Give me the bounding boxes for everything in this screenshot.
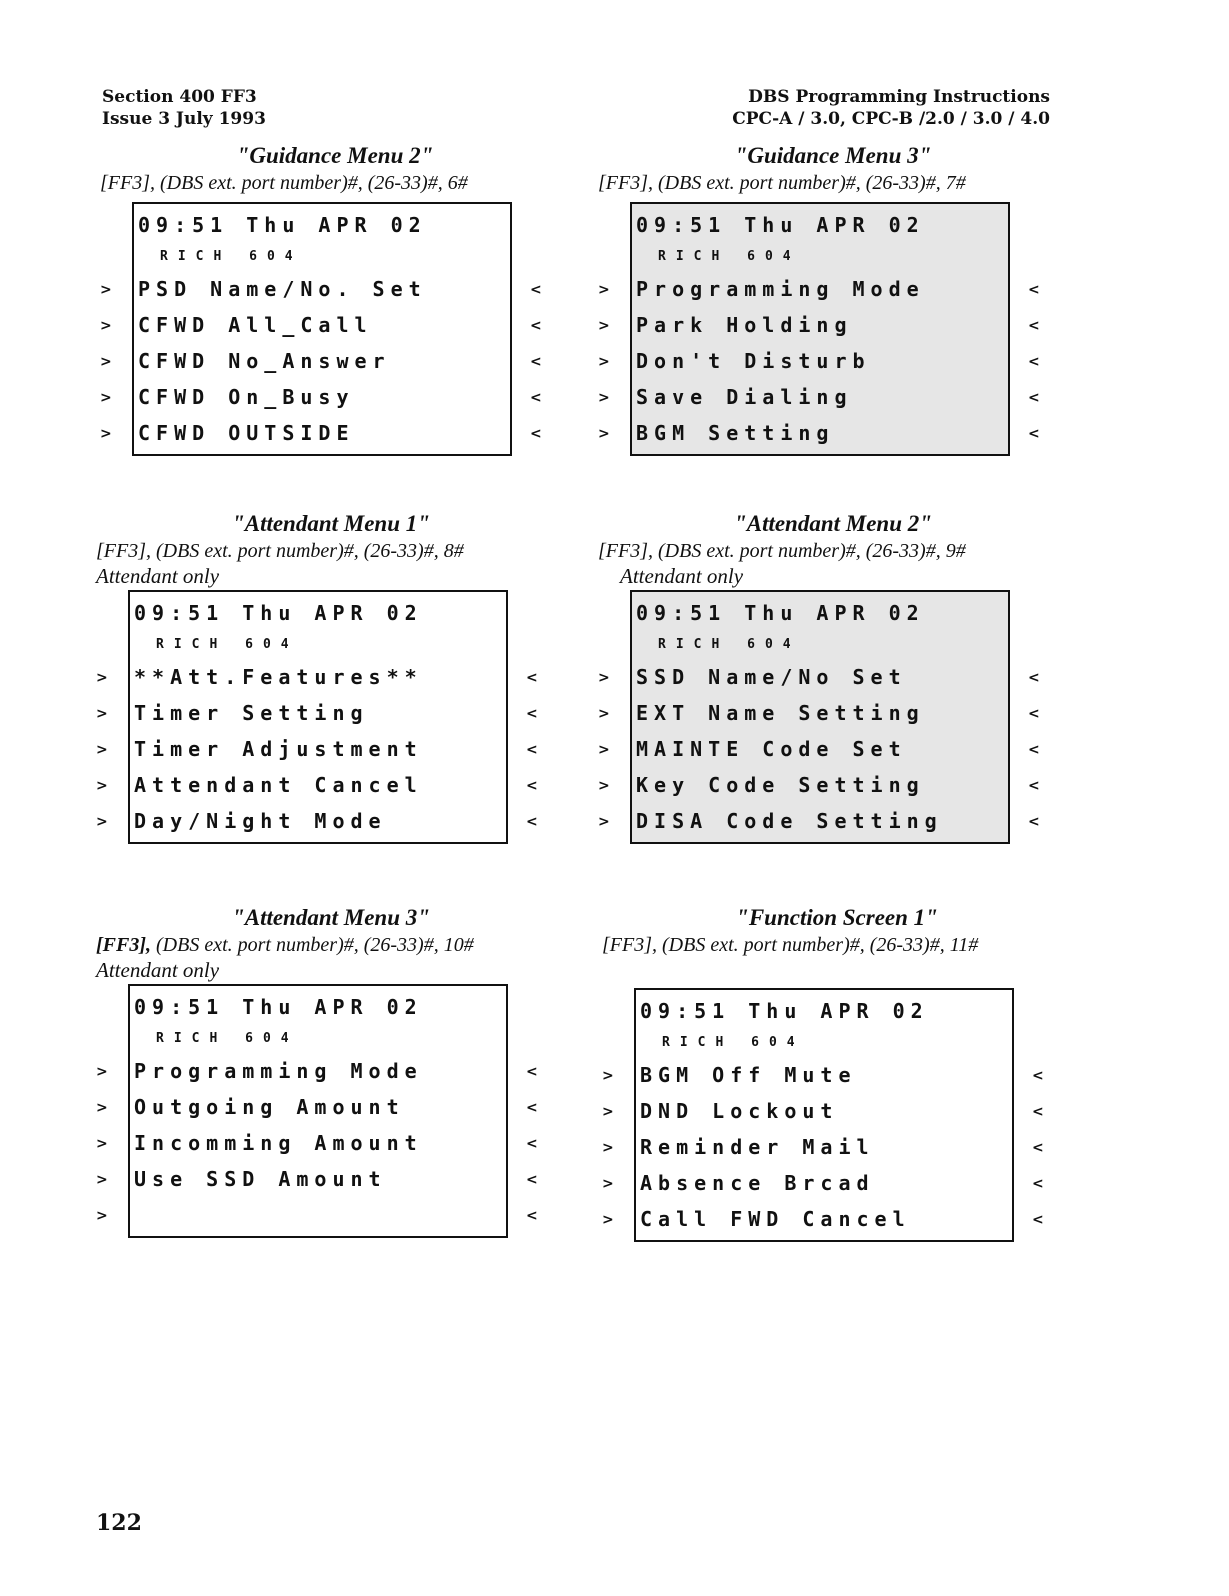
lcd-display	[96, 984, 566, 1238]
lcd-menu-item: DISA Code Setting	[636, 809, 943, 833]
right-arrow-marker: <	[526, 1064, 538, 1080]
lcd-menu-item: Key Code Setting	[636, 773, 925, 797]
right-arrow-marker: <	[526, 1136, 538, 1152]
lcd-menu-item: **Att.Features**	[134, 665, 423, 689]
left-arrow-marker: >	[598, 778, 610, 794]
lcd-display	[602, 988, 1072, 1242]
right-arrow-marker: <	[526, 1172, 538, 1188]
panel-title: "Function Screen 1"	[736, 905, 938, 930]
panel-attendant-menu-2	[598, 510, 1068, 844]
left-arrow-marker: >	[598, 814, 610, 830]
left-arrow-marker: >	[100, 318, 112, 334]
left-arrow-marker: >	[602, 1068, 614, 1084]
attendant-note: Attendant only	[96, 564, 220, 588]
right-arrow-marker: <	[530, 426, 542, 442]
lcd-name-line: RICH 604	[658, 249, 801, 264]
panel-title: "Attendant Menu 2"	[733, 511, 933, 536]
lcd-name-line: RICH 604	[662, 1035, 805, 1050]
lcd-screen	[634, 988, 1014, 1242]
lcd-menu-item: Programming Mode	[134, 1059, 423, 1083]
left-arrow-marker: >	[96, 1208, 108, 1224]
right-arrow-marker: <	[1028, 426, 1040, 442]
panel-attendant-menu-3	[96, 904, 566, 1238]
lcd-menu-item: Call FWD Cancel	[640, 1207, 911, 1231]
panel-title: "Attendant Menu 1"	[231, 511, 431, 536]
lcd-menu-item: BGM Setting	[636, 421, 835, 445]
right-arrow-marker: <	[1032, 1140, 1044, 1156]
lcd-menu-item: Outgoing Amount	[134, 1095, 405, 1119]
lcd-menu-item: SSD Name/No Set	[636, 665, 907, 689]
lcd-menu-item: Don't Disturb	[636, 349, 871, 373]
panel-title: "Attendant Menu 3"	[231, 905, 431, 930]
doc-versions: CPC-A / 3.0, CPC-B /2.0 / 3.0 / 4.0	[732, 109, 1050, 129]
right-arrow-marker: <	[526, 778, 538, 794]
left-arrow-marker: >	[96, 1136, 108, 1152]
key-sequence: [FF3], (DBS ext. port number)#, (26-33)#, 8#	[96, 540, 464, 562]
lcd-clock-line: 09:51 Thu APR 02	[138, 213, 427, 237]
lcd-clock-line: 09:51 Thu APR 02	[636, 213, 925, 237]
lcd-clock-line: 09:51 Thu APR 02	[134, 601, 423, 625]
left-arrow-marker: >	[602, 1176, 614, 1192]
left-arrow-marker: >	[100, 426, 112, 442]
lcd-screen	[128, 984, 508, 1238]
right-arrow-marker: <	[1032, 1104, 1044, 1120]
right-arrow-marker: <	[1028, 354, 1040, 370]
lcd-menu-item	[134, 1197, 502, 1233]
lcd-menu-item: CFWD All_Call	[138, 313, 373, 337]
lcd-screen	[128, 590, 508, 844]
left-arrow-marker: >	[96, 1100, 108, 1116]
lcd-menu-item: Timer Setting	[134, 701, 369, 725]
left-arrow-marker: >	[96, 814, 108, 830]
panel-title: "Guidance Menu 2"	[236, 143, 434, 168]
right-arrow-marker: <	[526, 1100, 538, 1116]
right-arrow-marker: <	[526, 742, 538, 758]
right-arrow-marker: <	[1028, 670, 1040, 686]
left-arrow-marker: >	[598, 354, 610, 370]
attendant-note: Attendant only	[96, 958, 220, 982]
lcd-name-line: RICH 604	[156, 1031, 299, 1046]
panel-guidance-menu-3	[598, 142, 1068, 456]
lcd-menu-item: DND Lockout	[640, 1099, 839, 1123]
left-arrow-marker: >	[598, 390, 610, 406]
lcd-menu-item: Attendant Cancel	[134, 773, 423, 797]
right-arrow-marker: <	[1028, 742, 1040, 758]
right-arrow-marker: <	[530, 390, 542, 406]
lcd-menu-item: BGM Off Mute	[640, 1063, 857, 1087]
left-arrow-marker: >	[96, 778, 108, 794]
left-arrow-marker: >	[96, 1172, 108, 1188]
lcd-menu-item: Incomming Amount	[134, 1131, 423, 1155]
lcd-menu-item: PSD Name/No. Set	[138, 277, 427, 301]
lcd-menu-item: Save Dialing	[636, 385, 853, 409]
right-arrow-marker: <	[530, 282, 542, 298]
key-sequence: [FF3], (DBS ext. port number)#, (26-33)#, 11#	[602, 934, 979, 956]
right-arrow-marker: <	[526, 706, 538, 722]
left-arrow-marker: >	[598, 742, 610, 758]
right-arrow-marker: <	[526, 1208, 538, 1224]
left-arrow-marker: >	[96, 742, 108, 758]
lcd-clock-line: 09:51 Thu APR 02	[636, 601, 925, 625]
lcd-menu-item: Reminder Mail	[640, 1135, 875, 1159]
left-arrow-marker: >	[598, 318, 610, 334]
left-arrow-marker: >	[598, 426, 610, 442]
right-arrow-marker: <	[1032, 1212, 1044, 1228]
left-arrow-marker: >	[96, 1064, 108, 1080]
left-arrow-marker: >	[598, 282, 610, 298]
left-arrow-marker: >	[598, 670, 610, 686]
lcd-display	[598, 590, 1068, 844]
header-right	[700, 86, 1050, 130]
section-label: Section 400 FF3	[102, 87, 257, 107]
lcd-menu-item: CFWD No_Answer	[138, 349, 391, 373]
lcd-menu-item: Timer Adjustment	[134, 737, 423, 761]
panel-attendant-menu-1	[96, 510, 566, 844]
lcd-display	[598, 202, 1068, 456]
panel-guidance-menu-2	[100, 142, 570, 456]
lcd-screen	[630, 590, 1010, 844]
key-sequence: [FF3], (DBS ext. port number)#, (26-33)#, 9#	[598, 540, 966, 562]
lcd-clock-line: 09:51 Thu APR 02	[134, 995, 423, 1019]
left-arrow-marker: >	[100, 282, 112, 298]
left-arrow-marker: >	[598, 706, 610, 722]
lcd-menu-item: Programming Mode	[636, 277, 925, 301]
right-arrow-marker: <	[526, 814, 538, 830]
lcd-display	[96, 590, 566, 844]
lcd-clock-line: 09:51 Thu APR 02	[640, 999, 929, 1023]
right-arrow-marker: <	[530, 354, 542, 370]
right-arrow-marker: <	[526, 670, 538, 686]
right-arrow-marker: <	[530, 318, 542, 334]
lcd-screen	[630, 202, 1010, 456]
right-arrow-marker: <	[1028, 706, 1040, 722]
right-arrow-marker: <	[1028, 814, 1040, 830]
lcd-menu-item: Use SSD Amount	[134, 1167, 387, 1191]
header-left	[102, 86, 266, 130]
issue-date: Issue 3 July 1993	[102, 109, 266, 129]
left-arrow-marker: >	[602, 1104, 614, 1120]
panel-function-screen-1	[602, 904, 1072, 1242]
panel-title: "Guidance Menu 3"	[734, 143, 932, 168]
lcd-name-line: RICH 604	[160, 249, 303, 264]
left-arrow-marker: >	[602, 1140, 614, 1156]
key-sequence: [FF3], (DBS ext. port number)#, (26-33)#, 6#	[100, 172, 468, 194]
left-arrow-marker: >	[100, 354, 112, 370]
lcd-menu-item: CFWD OUTSIDE	[138, 421, 355, 445]
right-arrow-marker: <	[1028, 778, 1040, 794]
lcd-menu-item: CFWD On_Busy	[138, 385, 355, 409]
right-arrow-marker: <	[1028, 318, 1040, 334]
lcd-menu-item: EXT Name Setting	[636, 701, 925, 725]
lcd-menu-item: Day/Night Mode	[134, 809, 387, 833]
right-arrow-marker: <	[1032, 1068, 1044, 1084]
lcd-name-line: RICH 604	[658, 637, 801, 652]
right-arrow-marker: <	[1028, 282, 1040, 298]
lcd-display	[100, 202, 570, 456]
page-number: 122	[96, 1510, 142, 1536]
key-sequence-rest: (DBS ext. port number)#, (26-33)#, 10#	[151, 934, 474, 956]
right-arrow-marker: <	[1032, 1176, 1044, 1192]
key-sequence-bold: [FF3],	[96, 934, 151, 956]
lcd-screen	[132, 202, 512, 456]
left-arrow-marker: >	[96, 670, 108, 686]
key-sequence	[96, 932, 566, 958]
left-arrow-marker: >	[100, 390, 112, 406]
attendant-note: Attendant only	[620, 564, 744, 588]
doc-title: DBS Programming Instructions	[748, 87, 1050, 107]
lcd-menu-item: Park Holding	[636, 313, 853, 337]
left-arrow-marker: >	[96, 706, 108, 722]
key-sequence: [FF3], (DBS ext. port number)#, (26-33)#, 7#	[598, 172, 966, 194]
lcd-menu-item: Absence Brcad	[640, 1171, 875, 1195]
right-arrow-marker: <	[1028, 390, 1040, 406]
lcd-menu-item: MAINTE Code Set	[636, 737, 907, 761]
left-arrow-marker: >	[602, 1212, 614, 1228]
lcd-name-line: RICH 604	[156, 637, 299, 652]
